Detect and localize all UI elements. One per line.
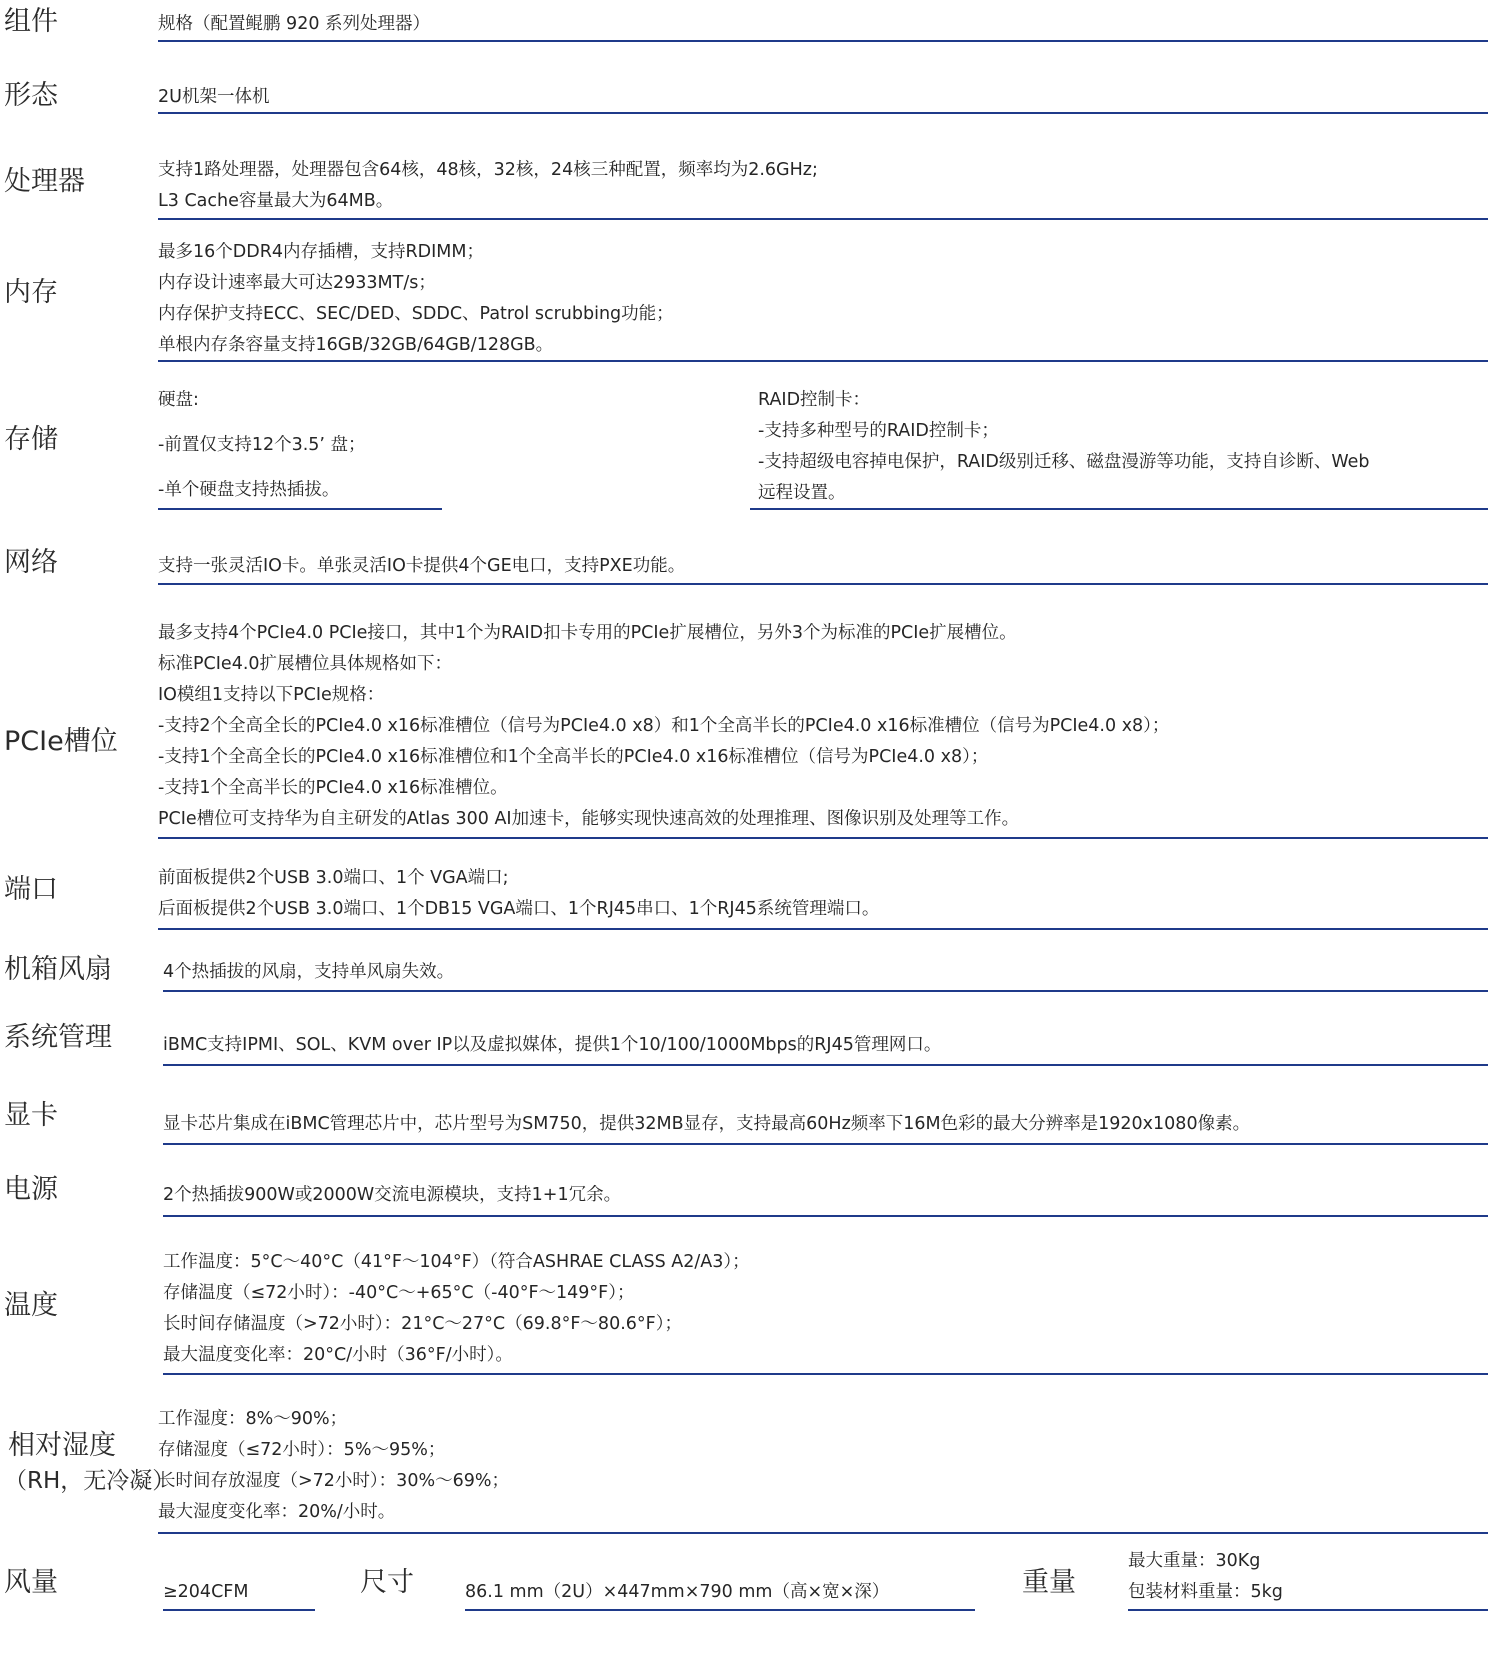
text-line: 2个热插拔900W或2000W交流电源模块，支持1+1冗余。 (163, 1185, 622, 1205)
divider (158, 360, 1488, 362)
mgmt-spec (163, 1030, 1493, 1061)
divider (1128, 1609, 1488, 1611)
form-spec (158, 82, 1488, 113)
raid-title: RAID控制卡： (758, 390, 871, 410)
weight-spec (1128, 1546, 1283, 1608)
text-line: 规格（配置鲲鹏 920 系列处理器） (158, 14, 431, 34)
divider (158, 218, 1488, 220)
text-line: -前置仅支持12个3.5’ 盘； (158, 435, 366, 455)
label-power: 电源 (4, 1174, 58, 1205)
divider (163, 1215, 1488, 1217)
power-spec (163, 1180, 1493, 1211)
text-line: -支持1个全高全长的PCIe4.0 x16标准槽位和1个全高半长的PCIe4.0 x16标准槽位（信号为PCIe4.0 x8）； (158, 747, 989, 767)
size-value: 86.1 mm（2U）×447mm×790 mm（高×宽×深） (465, 1582, 890, 1602)
label-humidity: 相对湿度 (8, 1430, 116, 1461)
divider (750, 508, 1488, 510)
disk-spec (158, 385, 366, 506)
text-line: 最多16个DDR4内存插槽，支持RDIMM； (158, 242, 485, 262)
humidity-spec (158, 1404, 1488, 1528)
divider (163, 1143, 1488, 1145)
text-line: 最大温度变化率：20°C/小时（36°F/小时）。 (163, 1345, 513, 1365)
text-line: -支持1个全高半长的PCIe4.0 x16标准槽位。 (158, 778, 508, 798)
text-line: 存储温度（≤72小时）：-40°C～+65°C（-40°F～149°F）； (163, 1283, 635, 1303)
gpu-spec (163, 1109, 1493, 1140)
label-processor: 处理器 (4, 166, 85, 197)
label-gpu: 显卡 (4, 1100, 58, 1131)
text-line: 前面板提供2个USB 3.0端口、1个 VGA端口; (158, 868, 509, 888)
label-storage: 存储 (4, 424, 58, 455)
text-line: -单个硬盘支持热插拔。 (158, 480, 340, 500)
processor-spec (158, 155, 1488, 217)
text-line: 支持1路处理器，处理器包含64核，48核，32核，24核三种配置，频率均为2.6GHz; (158, 160, 818, 180)
temperature-spec (163, 1247, 1493, 1371)
memory-spec (158, 237, 1488, 361)
divider (163, 1373, 1488, 1375)
component-spec (158, 9, 1488, 40)
text-line: iBMC支持IPMI、SOL、KVM over IP以及虚拟媒体，提供1个10/100/1000Mbps的RJ45管理网口。 (163, 1035, 942, 1055)
text-line: 最大湿度变化率：20%/小时。 (158, 1502, 396, 1522)
text-line: 存储湿度（≤72小时）：5%～95%； (158, 1440, 446, 1460)
text-line: 2U机架一体机 (158, 87, 270, 107)
text-line: PCIe槽位可支持华为自主研发的Atlas 300 AI加速卡，能够实现快速高效的处理推理、图像识别及处理等工作。 (158, 809, 1020, 829)
divider (158, 1532, 1488, 1534)
airflow-value: ≥204CFM (163, 1582, 249, 1602)
label-component: 组件 (4, 6, 58, 37)
text-line: 工作湿度：8%～90%； (158, 1409, 348, 1429)
label-temperature: 温度 (4, 1290, 58, 1321)
ports-spec (158, 863, 1488, 925)
divider (158, 40, 1488, 42)
text-line: 显卡芯片集成在iBMC管理芯片中，芯片型号为SM750，提供32MB显存，支持最高60Hz频率下16M色彩的最大分辨率是1920x1080像素。 (163, 1114, 1251, 1134)
text-line: 单根内存条容量支持16GB/32GB/64GB/128GB。 (158, 335, 554, 355)
label-fans: 机箱风扇 (4, 954, 112, 985)
disk-title: 硬盘: (158, 390, 199, 410)
label-airflow: 风量 (4, 1567, 58, 1598)
text-line: 长时间存储温度（>72小时）：21°C～27°C（69.8°F～80.6°F）； (163, 1314, 682, 1334)
divider (158, 583, 1488, 585)
divider (158, 837, 1488, 839)
text-line: -支持多种型号的RAID控制卡； (758, 421, 999, 441)
weight-max: 最大重量：30Kg (1128, 1551, 1261, 1571)
text-line: 内存保护支持ECC、SEC/DED、SDDC、Patrol scrubbing功能； (158, 304, 674, 324)
label-ports: 端口 (4, 874, 58, 905)
text-line: -支持2个全高全长的PCIe4.0 x16标准槽位（信号为PCIe4.0 x8）和1个全高半长的PCIe4.0 x16标准槽位（信号为PCIe4.0 x8）； (158, 716, 1170, 736)
text-line: 工作温度：5°C～40°C（41°F～104°F）（符合ASHRAE CLASS A2/A3）； (163, 1252, 750, 1272)
label-pcie: PCIe槽位 (4, 726, 118, 757)
fans-spec (163, 957, 1493, 988)
text-line: -支持超级电容掉电保护，RAID级别迁移、磁盘漫游等功能，支持自诊断、Web (758, 452, 1370, 472)
network-spec (158, 551, 1488, 582)
text-line: 后面板提供2个USB 3.0端口、1个DB15 VGA端口、1个RJ45串口、1个RJ45系统管理端口。 (158, 899, 880, 919)
label-size: 尺寸 (360, 1567, 414, 1598)
label-memory: 内存 (4, 277, 58, 308)
divider (163, 1609, 315, 1611)
weight-pack: 包装材料重量：5kg (1128, 1582, 1283, 1602)
text-line: 长时间存放湿度（>72小时）：30%～69%； (158, 1471, 509, 1491)
pcie-spec (158, 618, 1488, 835)
raid-spec (758, 385, 1370, 509)
label-weight: 重量 (1022, 1567, 1076, 1598)
text-line: 最多支持4个PCIe4.0 PCIe接口，其中1个为RAID扣卡专用的PCIe扩展槽位，另外3个为标准的PCIe扩展槽位。 (158, 623, 1017, 643)
divider (163, 990, 1488, 992)
text-line: 内存设计速率最大可达2933MT/s； (158, 273, 436, 293)
divider (158, 508, 442, 510)
label-network: 网络 (4, 547, 58, 578)
label-form: 形态 (4, 80, 58, 111)
text-line: 支持一张灵活IO卡。单张灵活IO卡提供4个GE电口，支持PXE功能。 (158, 556, 686, 576)
divider (163, 1064, 1488, 1066)
text-line: L3 Cache容量最大为64MB。 (158, 191, 394, 211)
text-line: 4个热插拔的风扇，支持单风扇失效。 (163, 962, 455, 982)
text-line: IO模组1支持以下PCIe规格： (158, 685, 385, 705)
text-line: 标准PCIe4.0扩展槽位具体规格如下： (158, 654, 453, 674)
divider (465, 1609, 975, 1611)
text-line: 远程设置。 (758, 483, 846, 503)
label-mgmt: 系统管理 (4, 1022, 112, 1053)
divider (158, 112, 1488, 114)
label-humidity-note: （RH，无冷凝） (4, 1468, 176, 1494)
divider (158, 928, 1488, 930)
